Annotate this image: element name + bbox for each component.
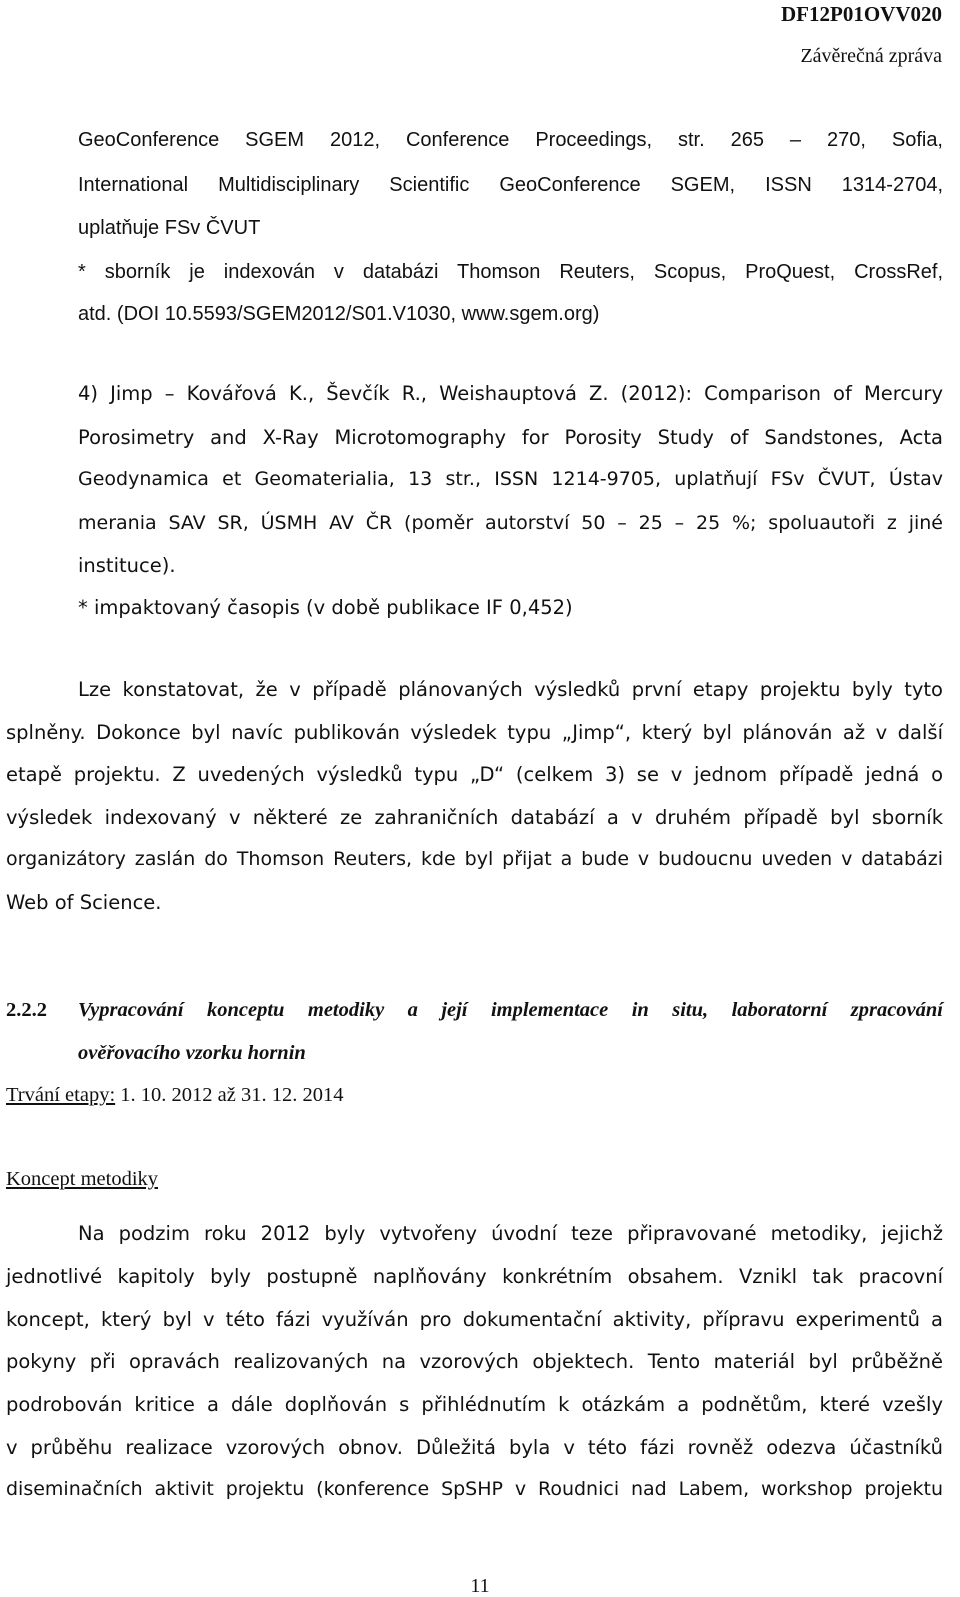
ref3-line-5: atd. (DOI 10.5593/SGEM2012/S01.V1030, www.sgem.org) — [78, 303, 600, 325]
page-number: 11 — [470, 1575, 490, 1597]
ref3-line-2: International Multidisciplinary Scientific GeoConference SGEM, ISSN 1314-2704, — [78, 174, 943, 196]
duration — [6, 1085, 960, 1106]
summary-line-5: organizátory zaslán do Thomson Reuters, kde byl přijat a bude v budoucnu uveden v databázi — [6, 848, 943, 870]
ref4-line-1: 4) Jimp – Kovářová K., Ševčík R., Weishauptová Z. (2012): Comparison of Mercury — [78, 382, 943, 405]
document-subtitle: Závěrečná zpráva — [800, 45, 942, 67]
concept-line-7: diseminačních aktivit projektu (konference SpSHP v Roudnici nad Labem, workshop projektu — [6, 1478, 943, 1500]
concept-line-4: pokyny při opravách realizovaných na vzorových objektech. Tento materiál byl průběžně — [6, 1350, 943, 1373]
ref3-line-3: uplatňuje FSv ČVUT — [78, 217, 261, 239]
ref3-line-1: GeoConference SGEM 2012, Conference Proceedings, str. 265 – 270, Sofia, — [78, 129, 943, 151]
ref4-line-4: merania SAV SR, ÚSMH AV ČR (poměr autorství 50 – 25 – 25 %; spoluautoři z jiné — [78, 512, 943, 534]
summary-line-4: výsledek indexovaný v některé ze zahraničních databází a v druhém případě byl sborník — [6, 806, 943, 829]
section-title-line-1: Vypracování konceptu metodiky a její implementace in situ, laboratorní zpracování — [78, 999, 943, 1021]
concept-line-6: v průběhu realizace vzorových obnov. Důležitá byla v této fázi rovněž odezva účastníků — [6, 1436, 943, 1459]
ref4-line-5: instituce). — [78, 554, 176, 577]
summary-line-6: Web of Science. — [6, 891, 162, 914]
duration-value: 1. 10. 2012 až 31. 12. 2014 — [120, 1084, 344, 1106]
summary-line-3: etapě projektu. Z uvedených výsledků typu „D“ (celkem 3) se v jednom případě jedná o — [6, 763, 943, 786]
summary-line-1: Lze konstatovat, že v případě plánovaných výsledků první etapy projektu byly tyto — [78, 678, 943, 701]
summary-line-2: splněny. Dokonce byl navíc publikován výsledek typu „Jimp“, který byl plánován až v další — [6, 721, 943, 744]
ref4-line-6: * impaktovaný časopis (v době publikace IF 0,452) — [78, 596, 573, 619]
ref4-line-2: Porosimetry and X-Ray Microtomography for Porosity Study of Sandstones, Acta — [78, 426, 943, 449]
document-code: DF12P01OVV020 — [781, 2, 942, 26]
concept-line-1: Na podzim roku 2012 byly vytvořeny úvodní teze připravované metodiky, jejichž — [78, 1222, 943, 1245]
concept-line-2: jednotlivé kapitoly byly postupně naplňovány konkrétním obsahem. Vznikl tak pracovní — [6, 1265, 943, 1288]
ref3-line-4: * sborník je indexován v databázi Thomson Reuters, Scopus, ProQuest, CrossRef, — [78, 261, 943, 283]
section-title-line-2: ověřovacího vzorku hornin — [78, 1042, 306, 1064]
duration-label: Trvání etapy: — [6, 1084, 116, 1106]
concept-line-5: podrobován kritice a dále doplňován s přihlédnutím k otázkám a podnětům, které vzešly — [6, 1393, 943, 1416]
ref4-line-3: Geodynamica et Geomaterialia, 13 str., ISSN 1214-9705, uplatňují FSv ČVUT, Ústav — [78, 468, 943, 490]
concept-line-3: koncept, který byl v této fázi využíván pro dokumentační aktivity, přípravu experimentů a — [6, 1308, 943, 1331]
section-number: 2.2.2 — [6, 999, 47, 1021]
concept-heading: Koncept metodiky — [6, 1168, 159, 1190]
